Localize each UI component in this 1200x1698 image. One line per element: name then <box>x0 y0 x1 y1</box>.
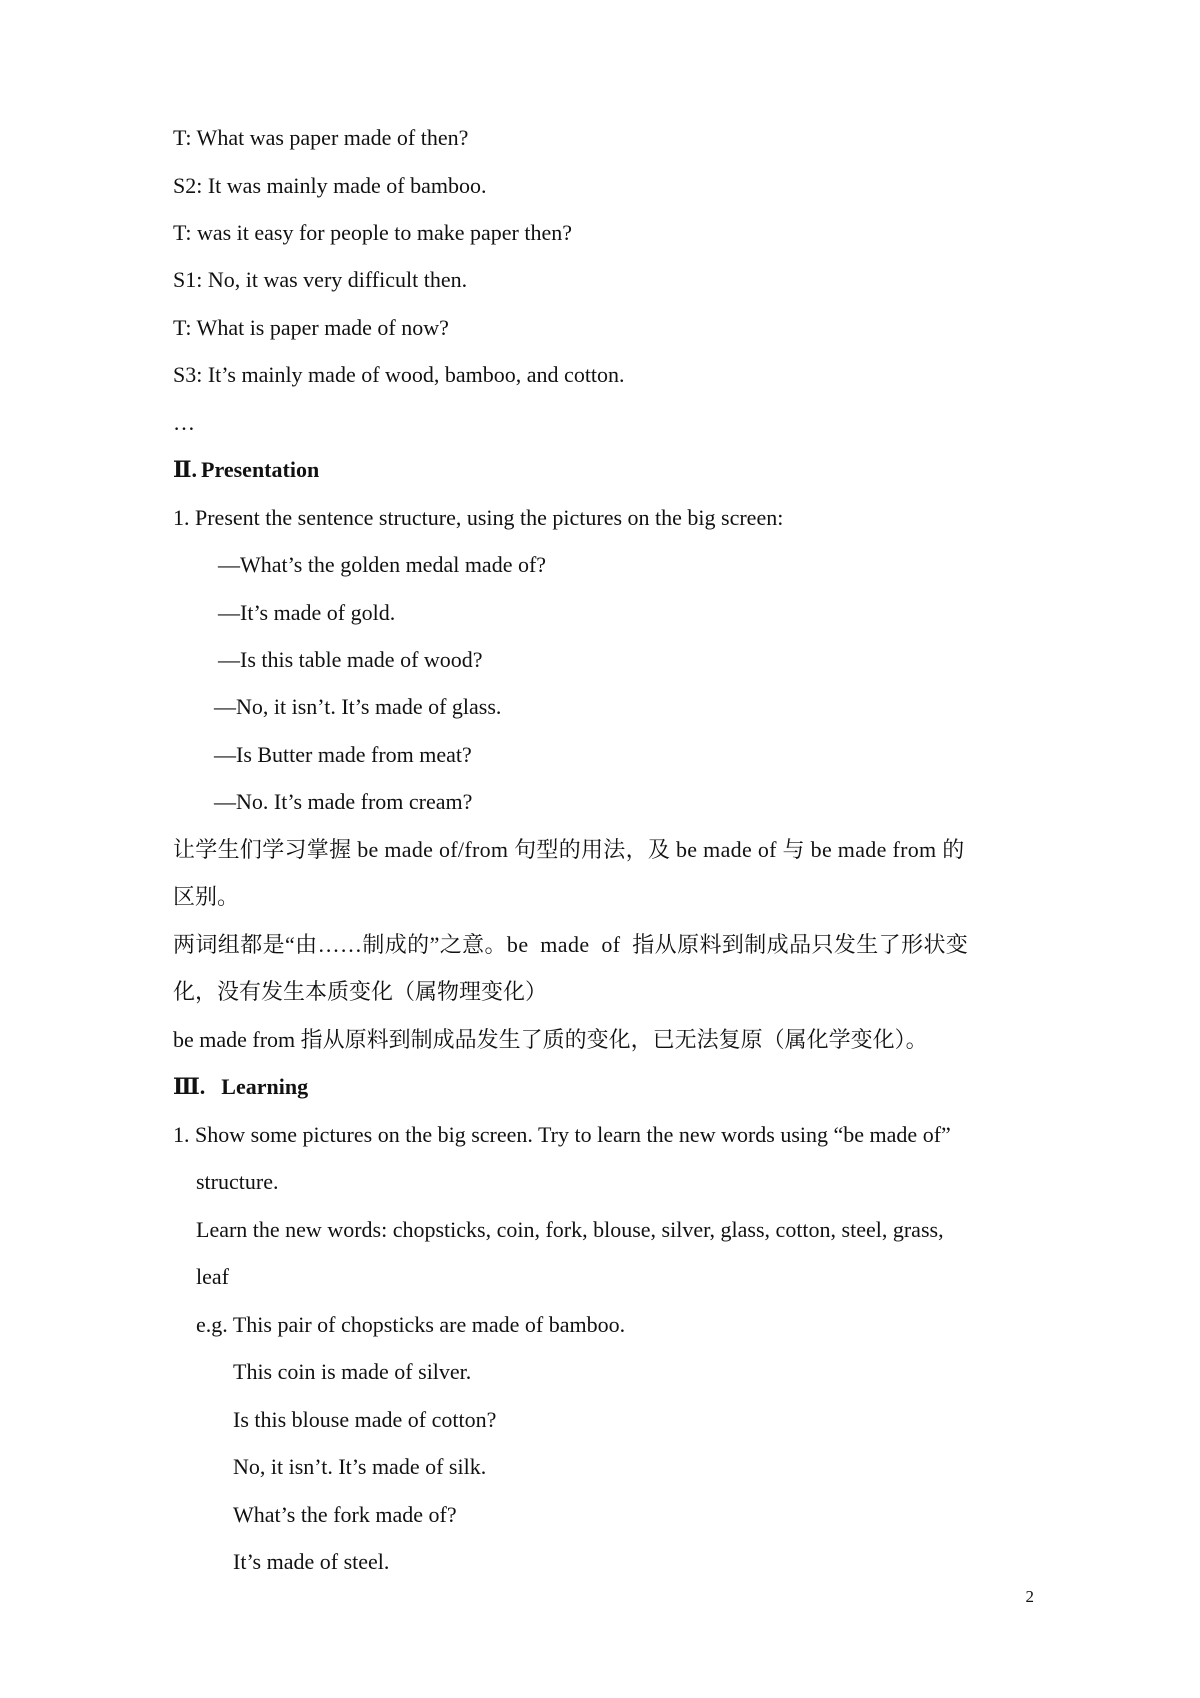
note-line: 让学生们学习掌握 be made of/from 句型的用法，及 be made of 与 be made from 的 <box>173 837 965 862</box>
section-heading-presentation <box>173 455 319 485</box>
example-line: It’s made of steel. <box>233 1549 390 1574</box>
dialogue-line: T: What was paper made of then? <box>173 125 469 150</box>
example-line: Is this blouse made of cotton? <box>233 1407 497 1432</box>
note-line: 化，没有发生本质变化（属物理变化） <box>173 979 548 1004</box>
example-line: —Is Butter made from meat? <box>214 742 472 767</box>
dialogue-line: T: was it easy for people to make paper then? <box>173 220 573 245</box>
learning-item-1-continued: structure. <box>196 1169 279 1194</box>
note-line: 两词组都是“由……制成的”之意。be made of 指从原料到制成品只发生了形状变 <box>173 932 969 957</box>
ellipsis: … <box>173 410 195 435</box>
example-line: No, it isn’t. It’s made of silk. <box>233 1454 487 1479</box>
example-line: What’s the fork made of? <box>233 1502 457 1527</box>
learning-item-1: 1. Show some pictures on the big screen. Try to learn the new words using “be made of” <box>173 1122 951 1147</box>
section-numeral: Ⅲ. <box>173 1074 206 1099</box>
note-line: 区别。 <box>173 884 240 909</box>
example-line: —What’s the golden medal made of? <box>218 552 547 577</box>
dialogue-line: T: What is paper made of now? <box>173 315 449 340</box>
presentation-item-1: 1. Present the sentence structure, using the pictures on the big screen: <box>173 505 784 530</box>
note-line: be made from 指从原料到制成品发生了质的变化，已无法复原（属化学变化）。 <box>173 1027 928 1052</box>
example-intro: e.g. This pair of chopsticks are made of bamboo. <box>196 1312 626 1337</box>
section-title: Presentation <box>201 457 320 482</box>
example-line: This coin is made of silver. <box>233 1359 472 1384</box>
page-number: 2 <box>1025 1587 1034 1606</box>
example-line: —It’s made of gold. <box>218 600 396 625</box>
section-numeral: Ⅱ. <box>173 457 198 482</box>
example-line: —Is this table made of wood? <box>218 647 483 672</box>
section-heading-learning <box>173 1072 308 1102</box>
example-line: —No. It’s made from cream? <box>214 789 473 814</box>
dialogue-line: S1: No, it was very difficult then. <box>173 267 468 292</box>
dialogue-line: S3: It’s mainly made of wood, bamboo, and cotton. <box>173 362 625 387</box>
dialogue-line: S2: It was mainly made of bamboo. <box>173 173 487 198</box>
example-line: —No, it isn’t. It’s made of glass. <box>214 694 502 719</box>
section-title: Learning <box>221 1074 309 1099</box>
new-words-line: Learn the new words: chopsticks, coin, fork, blouse, silver, glass, cotton, steel, grass, <box>196 1217 944 1242</box>
new-words-line: leaf <box>196 1264 229 1289</box>
